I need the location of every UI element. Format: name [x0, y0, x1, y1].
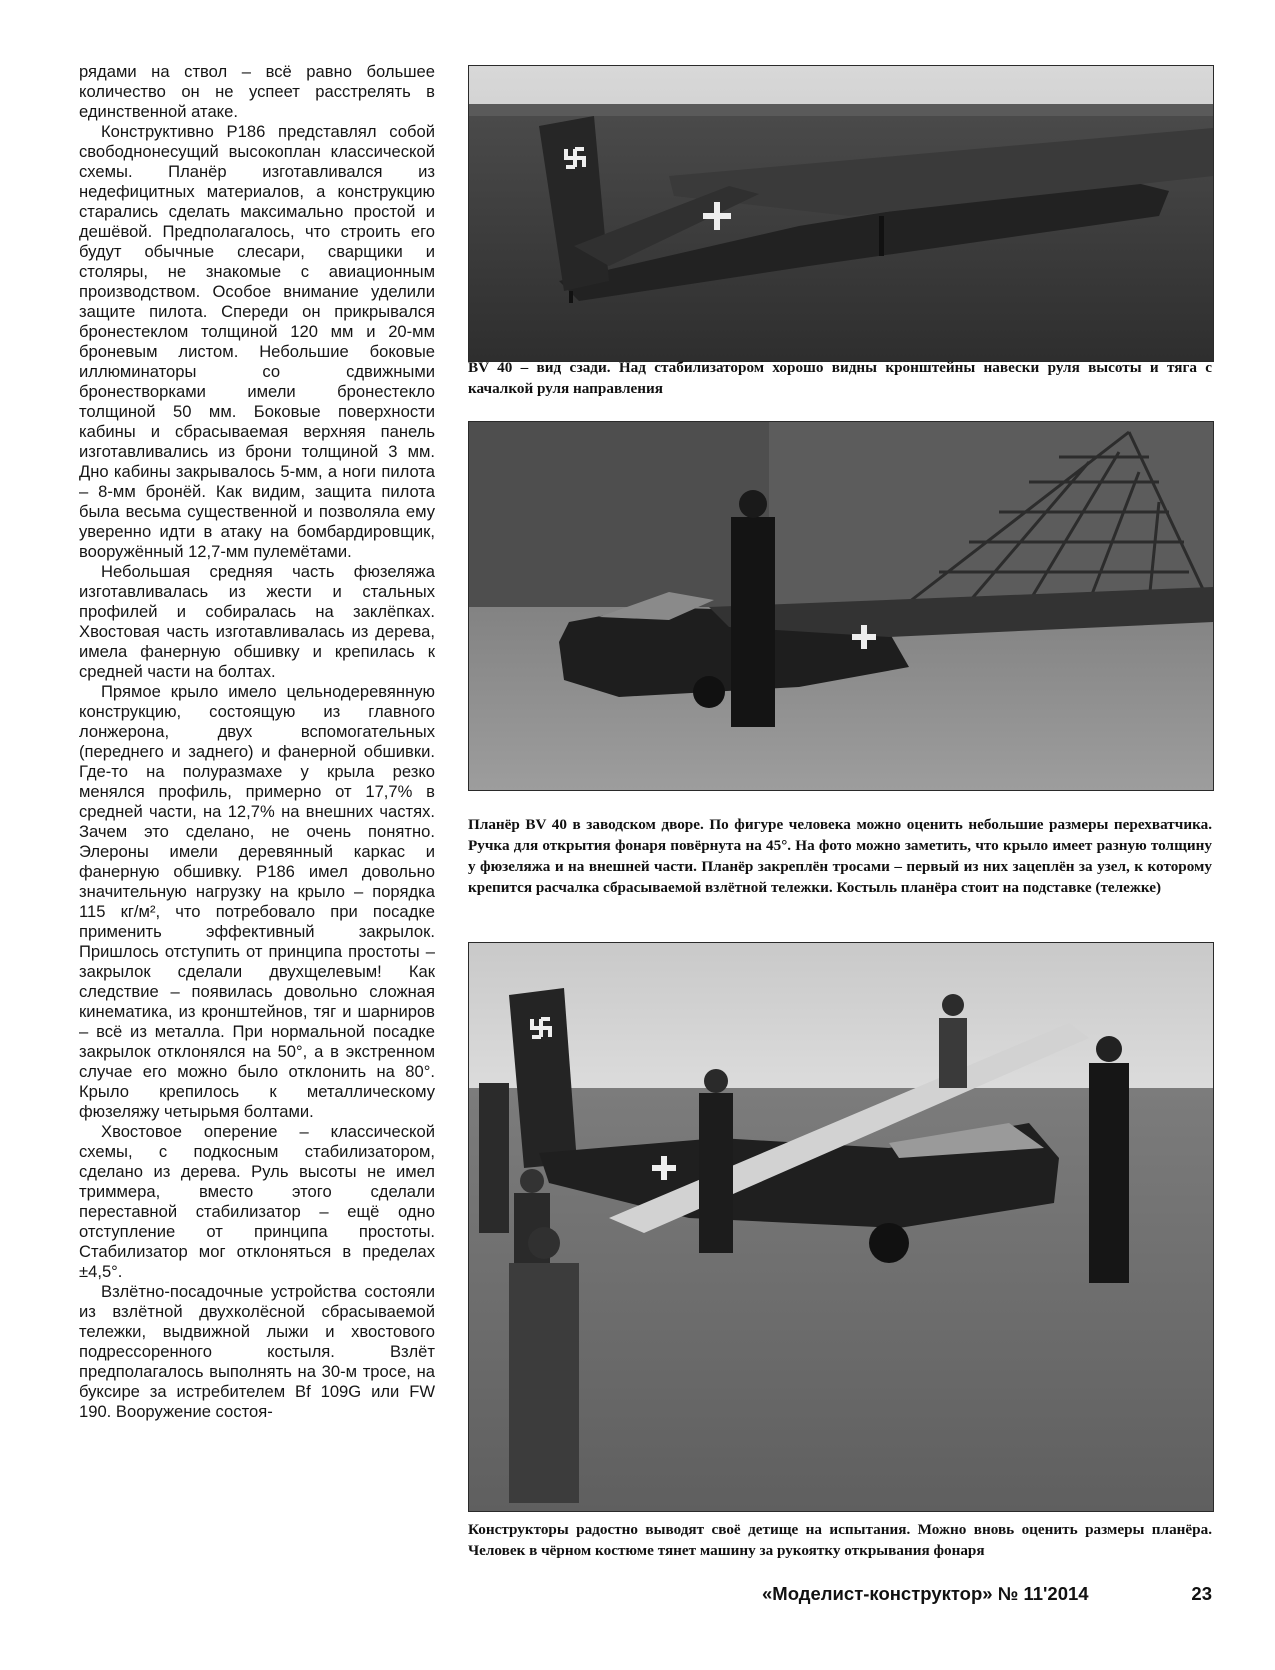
photo-designers-with-glider: [468, 942, 1214, 1512]
photo-caption-1: BV 40 – вид сзади. Над стабилизатором хорошо видны кронштейны навески руля высоты и тяга с качалкой руля направления: [468, 359, 1212, 397]
article-text-column: [79, 62, 435, 1422]
photo-bv40-rear-view: [468, 65, 1214, 362]
magazine-title: «Моделист-конструктор» № 11'2014: [762, 1583, 1089, 1604]
page-number: 23: [1191, 1583, 1212, 1604]
photo-glider-factory-yard: [468, 421, 1214, 791]
paragraph: рядами на ствол – всё равно большее количество он не успеет расстрелять в единственной атаке.: [79, 62, 435, 121]
photo-caption-2: Планёр BV 40 в заводском дворе. По фигуре человека можно оценить небольшие размеры перехватчика. Ручка для открытия фонаря повёрнута на 45°. На фото можно заметить, что крыло имеет разную толщину у фюзеляжа и на внешней части. Планёр закреплён тросами – первый из них зацеплён за узел, к которому крепится расчалка сбрасываемой взлётной тележки. Костыль планёра стоит на подставке (тележке): [468, 816, 1212, 896]
photo-caption-3: Конструкторы радостно выводят своё детище на испытания. Можно вновь оценить размеры планёра. Человек в чёрном костюме тянет машину за рукоятку открывания фонаря: [468, 1521, 1212, 1559]
paragraph: Хвостовое оперение – классической схемы, с подкосным стабилизатором, сделано из дерева. Руль высоты не имел триммера, вместо этого сделали переставной стабилизатор – ещё одно отступление от принципа простоты. Стабилизатор мог отклоняться в пределах ±4,5°.: [79, 1122, 435, 1281]
paragraph: Конструктивно Р186 представлял собой свободнонесущий высокоплан классической схемы. Планёр изготавливался из недефицитных материалов, а конструкцию старались сделать максимально простой и дешёвой. Предполагалось, что строить его будут обычные слесари, сварщики и столяры, не знакомые с авиационным производством. Особое внимание уделили защите пилота. Спереди он прикрывался бронестеклом толщиной 120 мм и 20-мм броневым листом. Небольшие боковые иллюминаторы со сдвижными бронестворками имели бронестекло толщиной 50 мм. Боковые поверхности кабины и сбрасываемая верхняя панель изготавливались из брони толщиной 3 мм. Дно кабины закрывалось 5-мм, а ноги пилота – 8-мм бронёй. Как видим, защита пилота была весьма существенной и позволяла ему уверенно идти в атаку на бомбардировщик, вооружённый 12,7-мм пулемётами.: [79, 122, 435, 561]
paragraph: Прямое крыло имело цельнодеревянную конструкцию, состоящую из главного лонжерона, двух вспомогательных (переднего и заднего) и фанерной обшивки. Где-то на полуразмахе у крыла резко менялся профиль, примерно от 17,7% в средней части, на 12,7% на внешних частях. Зачем это сделано, не очень понятно. Элероны имели деревянный каркас и фанерную обшивку. Р186 имел довольно значительную нагрузку на крыло – порядка 115 кг/м², что потребовало при посадке применить эффективный закрылок. Пришлось отступить от принципа простоты – закрылок сделали двухщелевым! Как следствие – появилась довольно сложная кинематика, из кронштейнов, тяг и шарниров – всё из металла. При нормальной посадке закрылок отклонялся на 50°, а в экстренном случае его можно было отклонить на 80°. Крыло крепилось к металлическому фюзеляжу четырьмя болтами.: [79, 682, 435, 1121]
paragraph: Небольшая средняя часть фюзеляжа изготавливалась из жести и стальных профилей и собиралась на заклёпках. Хвостовая часть изготавливалась из дерева, имела фанерную обшивку и крепилась к средней части на болтах.: [79, 562, 435, 681]
paragraph: Взлётно-посадочные устройства состояли из взлётной двухколёсной сбрасываемой тележки, выдвижной лыжи и хвостового подрессоренного костыля. Взлёт предполагалось выполнять на 30-м тросе, на буксире за истребителем Bf 109G или FW 190. Вооружение состоя-: [79, 1282, 435, 1421]
